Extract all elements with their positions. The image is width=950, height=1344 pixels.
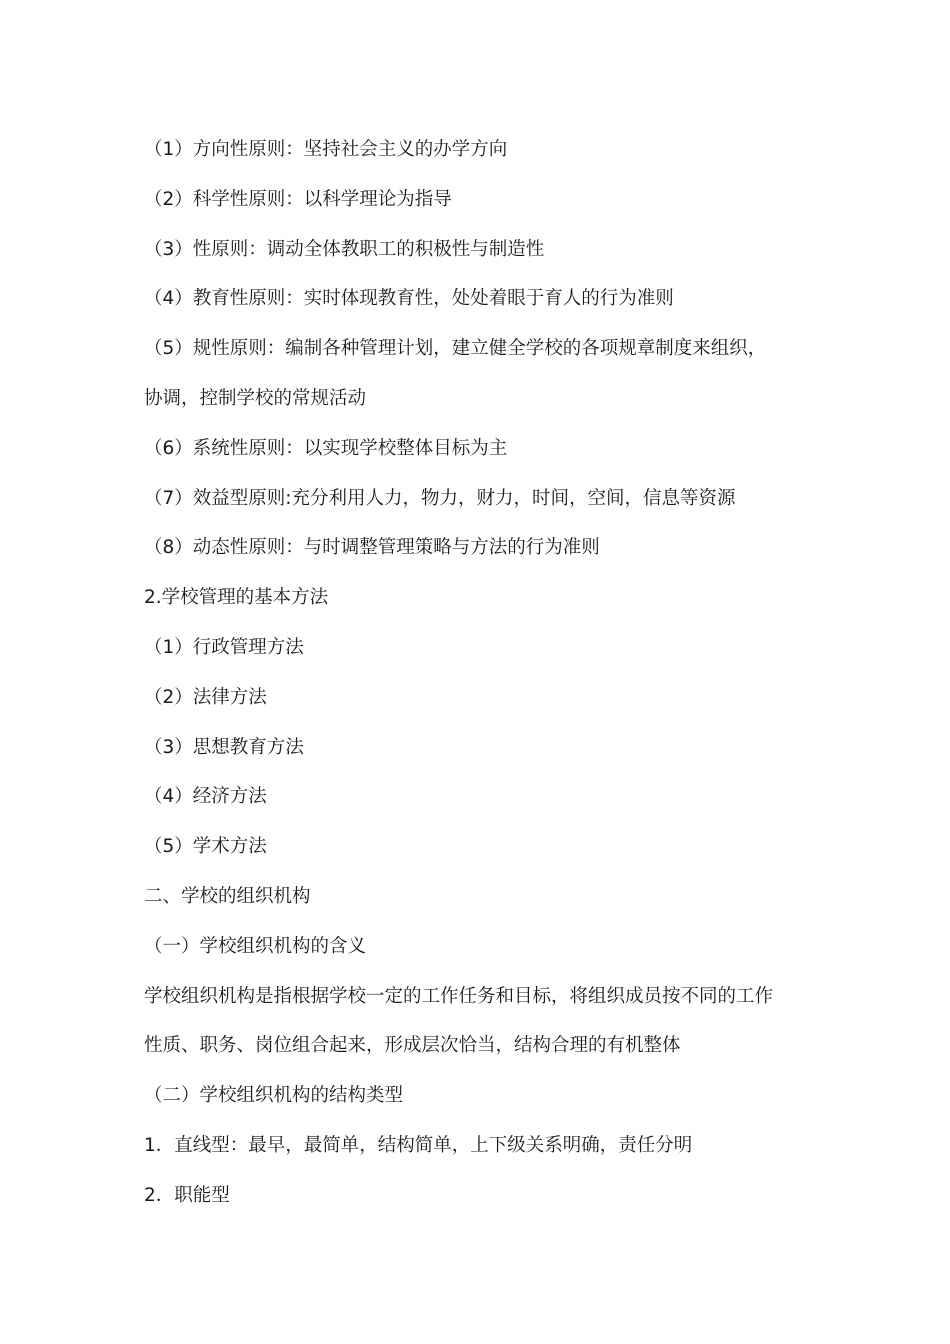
type-linear: 1．直线型：最早，最简单，结构简单，上下级关系明确，责任分明 — [144, 1134, 693, 1156]
principle-systematic: （6）系统性原则：以实现学校整体目标为主 — [144, 437, 508, 459]
principle-normative: （5）规性原则：编制各种管理计划，建立健全学校的各项规章制度来组织， — [144, 338, 767, 360]
document-page — [144, 125, 814, 1221]
method-administrative: （1）行政管理方法 — [144, 636, 304, 658]
principle-efficiency: （7）效益型原则:充分利用人力，物力，财力，时间，空间，信息等资源 — [144, 487, 736, 509]
paragraph-definition-cont: 性质、职务、岗位组合起来，形成层次恰当，结构合理的有机整体 — [144, 1035, 681, 1057]
method-economic: （4）经济方法 — [144, 786, 267, 808]
section-basic-methods: 2.学校管理的基本方法 — [144, 587, 329, 609]
principle-normative-cont: 协调，控制学校的常规活动 — [144, 387, 367, 409]
principle-dynamic: （8）动态性原则：与时调整管理策略与方法的行为准则 — [144, 537, 600, 559]
principle-educational: （4）教育性原则：实时体现教育性，处处着眼于育人的行为准则 — [144, 288, 674, 310]
heading-organization: 二、学校的组织机构 — [144, 885, 311, 907]
principle-initiative: （3）性原则：调动全体教职工的积极性与制造性 — [144, 238, 545, 260]
principle-direction: （1）方向性原则：坚持社会主义的办学方向 — [144, 139, 508, 160]
paragraph-definition: 学校组织机构是指根据学校一定的工作任务和目标，将组织成员按不同的工作 — [144, 985, 774, 1007]
method-academic: （5）学术方法 — [144, 836, 267, 858]
subheading-structure-types: （二）学校组织机构的结构类型 — [144, 1085, 404, 1107]
principle-scientific: （2）科学性原则：以科学理论为指导 — [144, 188, 452, 210]
subheading-meaning: （一）学校组织机构的含义 — [144, 935, 367, 957]
type-functional: 2．职能型 — [144, 1184, 230, 1206]
method-legal: （2）法律方法 — [144, 686, 267, 708]
method-ideological: （3）思想教育方法 — [144, 736, 304, 758]
